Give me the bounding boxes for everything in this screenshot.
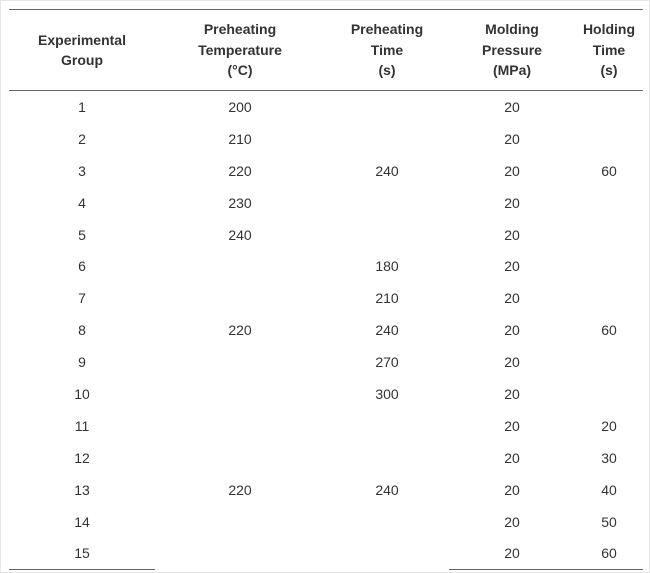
holding-cell: 60	[601, 162, 617, 179]
header-row	[9, 10, 643, 91]
header-experimental-group	[9, 10, 155, 91]
temperature-cell: 210	[228, 130, 252, 147]
group-cell: 15	[9, 537, 155, 569]
pressure-cell: 20	[504, 226, 520, 243]
pressure-cell: 20	[504, 449, 520, 466]
holding-cell: 30	[601, 449, 617, 466]
time-cell: 240	[375, 481, 399, 498]
time-cell: 210	[375, 290, 399, 307]
temperature-cell: 220	[228, 322, 252, 339]
table-row	[9, 346, 643, 378]
group-cell: 6	[78, 258, 86, 275]
holding-cell: 20	[601, 417, 617, 434]
time-cell: 270	[375, 354, 399, 371]
pressure-cell: 20	[504, 385, 520, 402]
temperature-cell: 220	[228, 162, 252, 179]
header-text: Time	[592, 41, 626, 58]
time-cell: 180	[375, 258, 399, 275]
header-preheating-time	[325, 10, 449, 91]
header-text: Preheating	[203, 21, 277, 38]
header-text: (°C)	[227, 62, 253, 79]
header-molding-pressure	[449, 10, 575, 91]
table-row	[9, 91, 643, 123]
group-cell: 12	[74, 449, 90, 466]
group-cell: 8	[78, 322, 86, 339]
group-cell: 9	[78, 354, 86, 371]
group-cell: 2	[78, 130, 86, 147]
time-cell: 240	[375, 322, 399, 339]
temperature-cell: 230	[228, 194, 252, 211]
table-container	[9, 9, 643, 570]
header-text: (MPa)	[492, 62, 532, 79]
temperature-cell: 220	[228, 481, 252, 498]
header-text: Temperature	[198, 41, 282, 58]
group-cell: 1	[78, 98, 86, 115]
group-cell: 13	[74, 481, 90, 498]
time-cell: 240	[375, 162, 399, 179]
pressure-cell: 20	[504, 481, 520, 498]
header-text: Molding	[485, 21, 539, 38]
holding-cell: 50	[601, 513, 617, 530]
pressure-cell: 20	[504, 290, 520, 307]
header-text: Time	[370, 41, 404, 58]
group-cell: 5	[78, 226, 86, 243]
group-cell: 3	[78, 162, 86, 179]
pressure-cell: 20	[504, 258, 520, 275]
header-text: Experimental	[38, 31, 126, 48]
pressure-cell: 20	[504, 162, 520, 179]
pressure-cell: 20	[504, 130, 520, 147]
holding-cell: 60	[601, 322, 617, 339]
pressure-cell: 20	[504, 513, 520, 530]
pressure-cell: 20	[504, 322, 520, 339]
group-cell: 10	[74, 385, 90, 402]
pressure-cell: 20	[504, 354, 520, 371]
table-row	[9, 282, 643, 314]
holding-cell: 60	[575, 537, 643, 569]
group-cell: 11	[74, 417, 90, 434]
header-text: Group	[61, 52, 103, 68]
header-holding-time	[575, 10, 643, 91]
temperature-cell: 240	[228, 226, 252, 243]
pressure-cell: 20	[504, 98, 520, 115]
table-row	[9, 250, 643, 282]
header-text: (s)	[600, 62, 618, 79]
pressure-cell: 20	[504, 194, 520, 211]
table-row	[9, 410, 643, 442]
header-preheating-temperature	[155, 10, 325, 91]
group-cell: 14	[74, 513, 90, 530]
pressure-cell: 20	[504, 417, 520, 434]
header-text: (s)	[378, 62, 396, 79]
time-cell: 300	[375, 385, 399, 402]
pressure-cell: 20	[449, 537, 575, 569]
header-text: Preheating	[350, 21, 424, 38]
header-text: Holding	[582, 21, 636, 38]
table-row	[9, 378, 643, 410]
header-text: Pressure	[482, 41, 542, 58]
group-cell: 4	[78, 194, 86, 211]
holding-cell: 40	[601, 481, 617, 498]
temperature-cell: 200	[228, 98, 252, 115]
group-cell: 7	[78, 290, 86, 307]
table-row	[9, 314, 643, 346]
experiment-table	[9, 9, 643, 570]
